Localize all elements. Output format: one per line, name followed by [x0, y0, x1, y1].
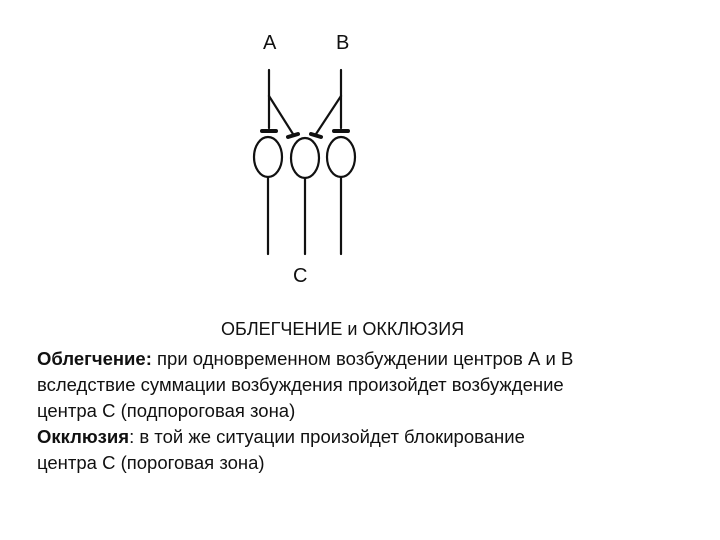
neuron-center-c	[291, 138, 319, 178]
occlusion-text-1: : в той же ситуации произойдет блокирование	[129, 426, 525, 447]
occlusion-line-2: центра С (пороговая зона)	[37, 452, 265, 473]
label-center-b: B	[336, 32, 350, 54]
occlusion-line-1	[37, 424, 707, 450]
branch-a-to-c	[269, 96, 293, 134]
neuron-left	[254, 137, 282, 177]
facilitation-term: Облегчение:	[37, 348, 152, 369]
neuron-right	[327, 137, 355, 177]
slide-title: ОБЛЕГЧЕНИЕ и ОККЛЮЗИЯ	[221, 319, 465, 339]
label-center-a: A	[263, 32, 277, 54]
synapse-center-b	[311, 134, 321, 137]
synapse-center-a	[288, 134, 298, 137]
label-center-c: C	[293, 265, 308, 287]
branch-b-to-c	[316, 96, 341, 134]
facilitation-text-1: при одновременном возбуждении центров А и В	[151, 348, 574, 369]
occlusion-term: Окклюзия	[37, 426, 130, 447]
facilitation-line-2: вследствие суммации возбуждения произойдет возбуждение	[37, 374, 564, 395]
facilitation-line-1	[37, 346, 707, 372]
facilitation-line-3: центра С (подпороговая зона)	[37, 400, 296, 421]
explanation-text	[37, 346, 707, 476]
